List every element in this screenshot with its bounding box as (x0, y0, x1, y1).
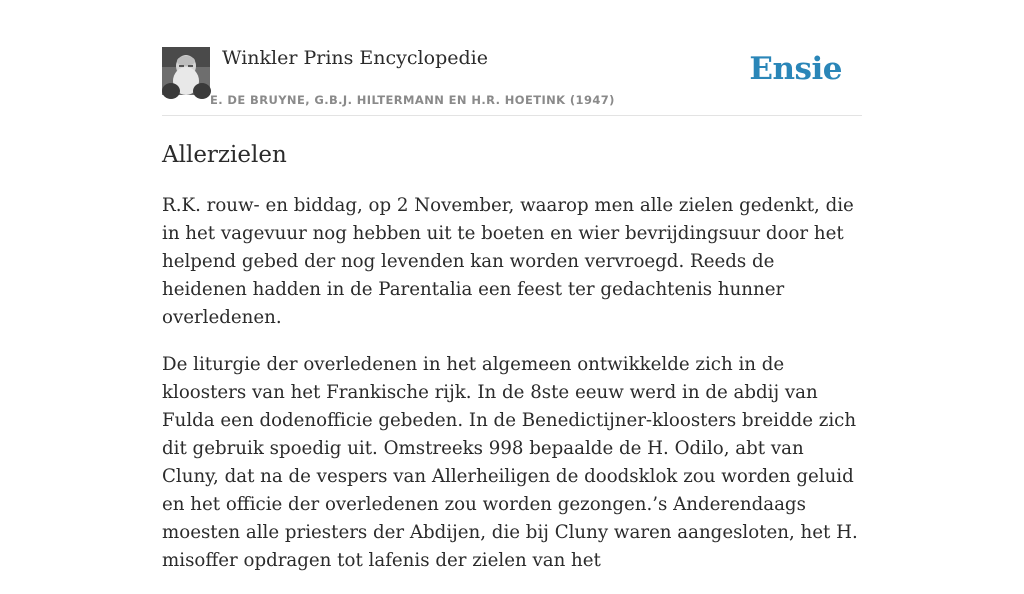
article-page (162, 0, 862, 571)
entry-content (162, 192, 862, 594)
portrait-image (162, 47, 210, 95)
entry-title: Allerzielen (162, 142, 287, 168)
author-avatar[interactable] (162, 47, 210, 95)
paragraph-2: De liturgie der overledenen in het algemeen ontwikkelde zich in de kloosters van het Frankische rijk. In de 8ste eeuw werd in de abdij van Fulda een dodenofficie gebeden. In de Benedictijner-kloosters breidde zich dit gebruik spoedig uit. Omstreeks 998 bepaalde de H. Odilo, abt van Cluny, dat na de vespers van Allerheiligen de doodsklok zou worden geluid en het officie der overledenen zou worden gezongen.’s Anderendaags moesten alle priesters der Abdijen, die bij Cluny waren aangesloten, het H. misoffer opdragen tot lafenis der zielen van het (162, 354, 858, 571)
book-authors: E. DE BRUYNE, G.B.J. HILTERMANN EN H.R. HOETINK (1947) (210, 93, 615, 107)
ensie-logo-link[interactable]: Ensie (749, 51, 842, 87)
paragraph-1: R.K. rouw- en biddag, op 2 November, waarop men alle zielen gedenkt, die in het vagevuur nog hebben uit te boeten en wier bevrijdingsuur door het helpend gebed der nog levenden kan worden vervroegd. Reeds de heidenen hadden in de Parentalia een feest ter gedachtenis hunner overledenen. (162, 195, 854, 328)
book-header (162, 0, 862, 116)
book-title[interactable]: Winkler Prins Encyclopedie (222, 47, 488, 69)
